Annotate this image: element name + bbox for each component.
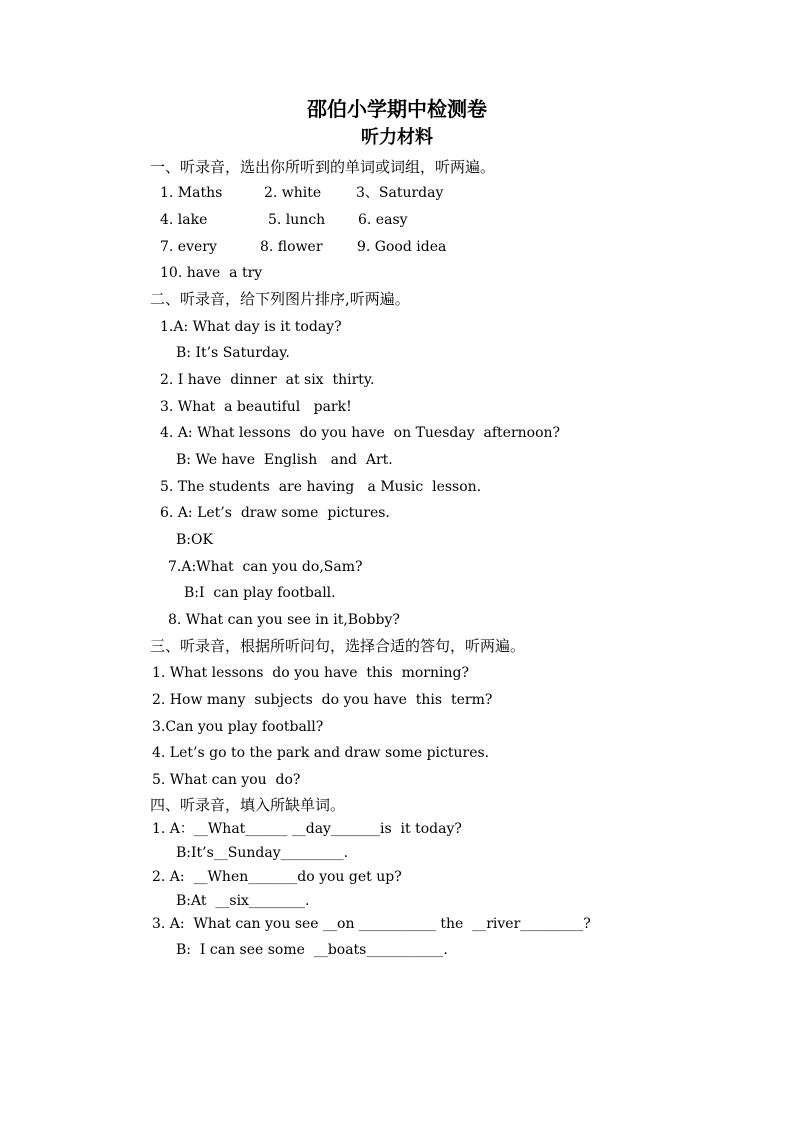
dialogue-line: B:OK (176, 532, 213, 548)
word-item: 3、Saturday (356, 185, 444, 201)
word-item: 2. white (264, 185, 322, 201)
word-item: 5. lunch (268, 212, 326, 228)
word-item: 8. flower (260, 239, 323, 255)
dialogue-line: 6. A: Let’s draw some pictures. (160, 505, 390, 521)
dialogue-line: B: We have English and Art. (176, 452, 393, 468)
word-item: 10. have a try (160, 265, 263, 281)
section-4-heading: 四、听录音，填入所缺单词。 (150, 796, 346, 814)
dialogue-line: 8. What can you see in it,Bobby? (168, 612, 400, 628)
dialogue-line: 2. I have dinner at six thirty. (160, 372, 375, 388)
section-2-heading: 二、听录音，给下列图片排序,听两遍。 (150, 290, 410, 308)
fill-blank-line: 2. A: __When_______do you get up? (152, 869, 402, 885)
dialogue-line: 1.A: What day is it today? (160, 319, 342, 335)
dialogue-line: B:I can play football. (184, 585, 336, 601)
question-line: 2. How many subjects do you have this term? (152, 692, 493, 708)
question-line: 3.Can you play football? (152, 719, 324, 735)
word-item: 9. Good idea (357, 239, 447, 255)
section-1-heading: 一、听录音，选出你所听到的单词或词组，听两遍。 (150, 158, 496, 176)
fill-blank-line: B: I can see some __boats___________. (176, 942, 448, 958)
word-item: 6. easy (358, 212, 408, 228)
fill-blank-line: 3. A: What can you see __on ___________ the __river_________? (152, 916, 591, 932)
dialogue-line: 3. What a beautiful park! (160, 399, 352, 415)
page-subtitle: 听力材料 (361, 127, 433, 148)
dialogue-line: 4. A: What lessons do you have on Tuesday afternoon? (160, 425, 561, 441)
question-line: 5. What can you do? (152, 772, 301, 788)
word-item: 1. Maths (160, 185, 223, 201)
fill-blank-line: B:At __six________. (176, 893, 310, 909)
fill-blank-line: B:It’s__Sunday_________. (176, 845, 349, 861)
word-item: 4. lake (160, 212, 208, 228)
word-item: 7. every (160, 239, 217, 255)
dialogue-line: B: It’s Saturday. (176, 345, 290, 361)
dialogue-line: 5. The students are having a Music lesson. (160, 479, 482, 495)
question-line: 4. Let’s go to the park and draw some pictures. (152, 745, 490, 761)
fill-blank-line: 1. A：__What______ __day_______is it today? (152, 821, 462, 837)
dialogue-line: 7.A:What can you do,Sam? (168, 559, 363, 575)
section-3-heading: 三、听录音，根据所听问句，选择合适的答句，听两遍。 (150, 637, 526, 655)
question-line: 1. What lessons do you have this morning? (152, 665, 469, 681)
page-title: 邵伯小学期中检测卷 (307, 97, 487, 121)
